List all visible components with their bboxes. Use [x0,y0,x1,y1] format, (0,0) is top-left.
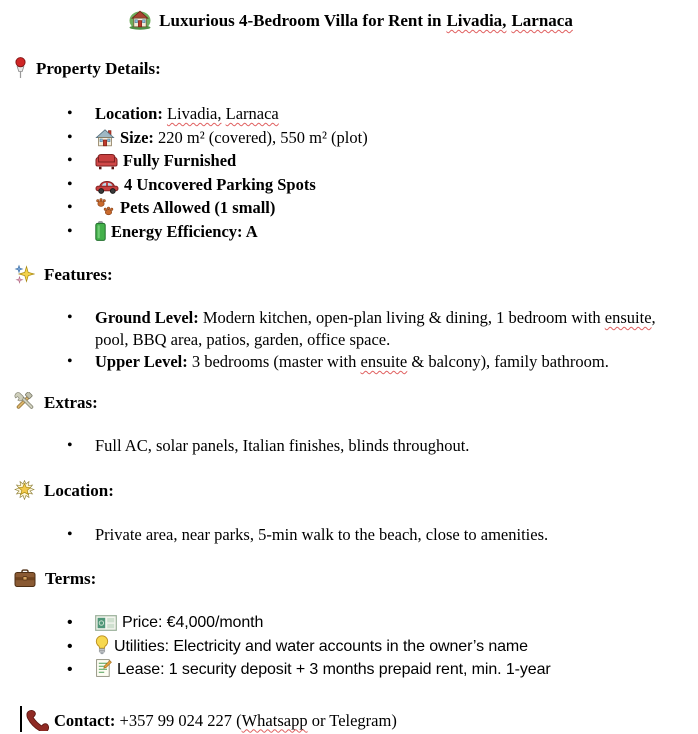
section-heading-extras[interactable] [14,392,688,413]
section-heading-location[interactable] [14,480,688,501]
item-text: Private area, near parks, 5-min walk to the beach, close to amenities. [95,524,549,544]
text-cursor [20,706,22,732]
sparkles-icon [14,264,35,285]
contact-text: +357 99 024 227 ( [119,710,242,730]
item-misspelled: ensuite [360,352,408,371]
list-item-upper-level[interactable] [95,351,688,373]
item-text: pool, BBQ area, patios, garden, office space. [95,330,391,349]
list-item-ground-level[interactable] [95,307,688,351]
hammer-and-wrench-icon [14,392,35,413]
section-heading-label: Features: [44,265,113,284]
terms-list [14,611,688,682]
item-text: & balcony), family bathroom. [411,352,609,371]
item-label: Ground Level: [95,308,199,327]
item-value: Larnaca [225,104,279,123]
item-text: Price: €4,000/month [122,614,264,631]
glowing-star-icon [14,480,35,501]
item-label: Pets Allowed (1 small) [120,198,276,217]
contact-label: Contact: [54,710,116,730]
section-heading-label: Extras: [44,393,98,412]
page-title[interactable] [14,9,688,33]
features-list [14,307,688,373]
contact-misspelled: Whatsapp [241,710,308,730]
house-icon [95,126,115,150]
title-text: Luxurious 4-Bedroom Villa for Rent in [159,11,442,30]
briefcase-icon [14,568,36,589]
section-heading-terms[interactable] [14,568,688,589]
section-heading-features[interactable] [14,264,688,285]
euro-banknote-icon [95,611,117,635]
item-label: Fully Furnished [123,151,237,170]
item-text: Utilities: Electricity and water accounts in the owner’s name [114,637,528,655]
list-item-parking[interactable] [95,173,688,197]
section-heading-label: Terms: [45,569,97,588]
list-item-pets[interactable] [95,196,688,220]
list-item-utilities[interactable] [95,635,688,659]
car-icon [95,173,119,197]
list-item-location-info[interactable] [95,523,688,547]
item-text: Modern kitchen, open-plan living & dining, 1 bedroom with [202,308,601,327]
item-text: , [651,308,656,327]
list-item-price[interactable] [95,611,688,635]
item-label: Size: [120,127,154,147]
item-value: 220 m² (covered), 550 m² (plot) [158,127,368,147]
contact-line[interactable] [14,706,688,734]
telephone-receiver-icon [26,708,54,734]
list-item-energy[interactable] [95,220,688,244]
title-misspelled-2: Larnaca [511,11,573,30]
extras-list [14,434,688,458]
list-item-extras[interactable] [95,434,688,458]
location-list [14,523,688,547]
memo-icon [95,658,112,682]
house-with-garden-icon [129,9,151,33]
item-label: Location: [95,104,163,123]
couch-icon [95,149,118,173]
list-item-size[interactable] [95,126,688,150]
item-value: Livadia, [166,104,222,123]
item-text: 3 bedrooms (master with [191,352,357,371]
contact-text: or Telegram) [311,710,397,730]
property-details-list [14,102,688,243]
section-heading-label: Location: [44,480,114,500]
section-heading-property-details[interactable] [14,57,688,80]
item-label: 4 Uncovered Parking Spots [124,174,316,194]
item-label: Energy Efficiency: A [111,221,258,241]
round-pushpin-icon [14,57,27,80]
list-item-furnished[interactable] [95,149,688,173]
light-bulb-icon [95,635,109,659]
item-text: Full AC, solar panels, Italian finishes, blinds throughout. [95,436,470,455]
list-item-location[interactable] [95,102,688,126]
section-heading-label: Property Details: [36,59,161,78]
list-item-lease[interactable] [95,658,688,682]
title-misspelled-1: Livadia, [446,11,507,30]
item-text: Lease: 1 security deposit + 3 months prepaid rent, min. 1-year [117,661,551,678]
paw-prints-icon [95,196,115,220]
battery-icon [95,220,106,244]
item-misspelled: ensuite [604,308,652,327]
item-label: Upper Level: [95,352,188,371]
